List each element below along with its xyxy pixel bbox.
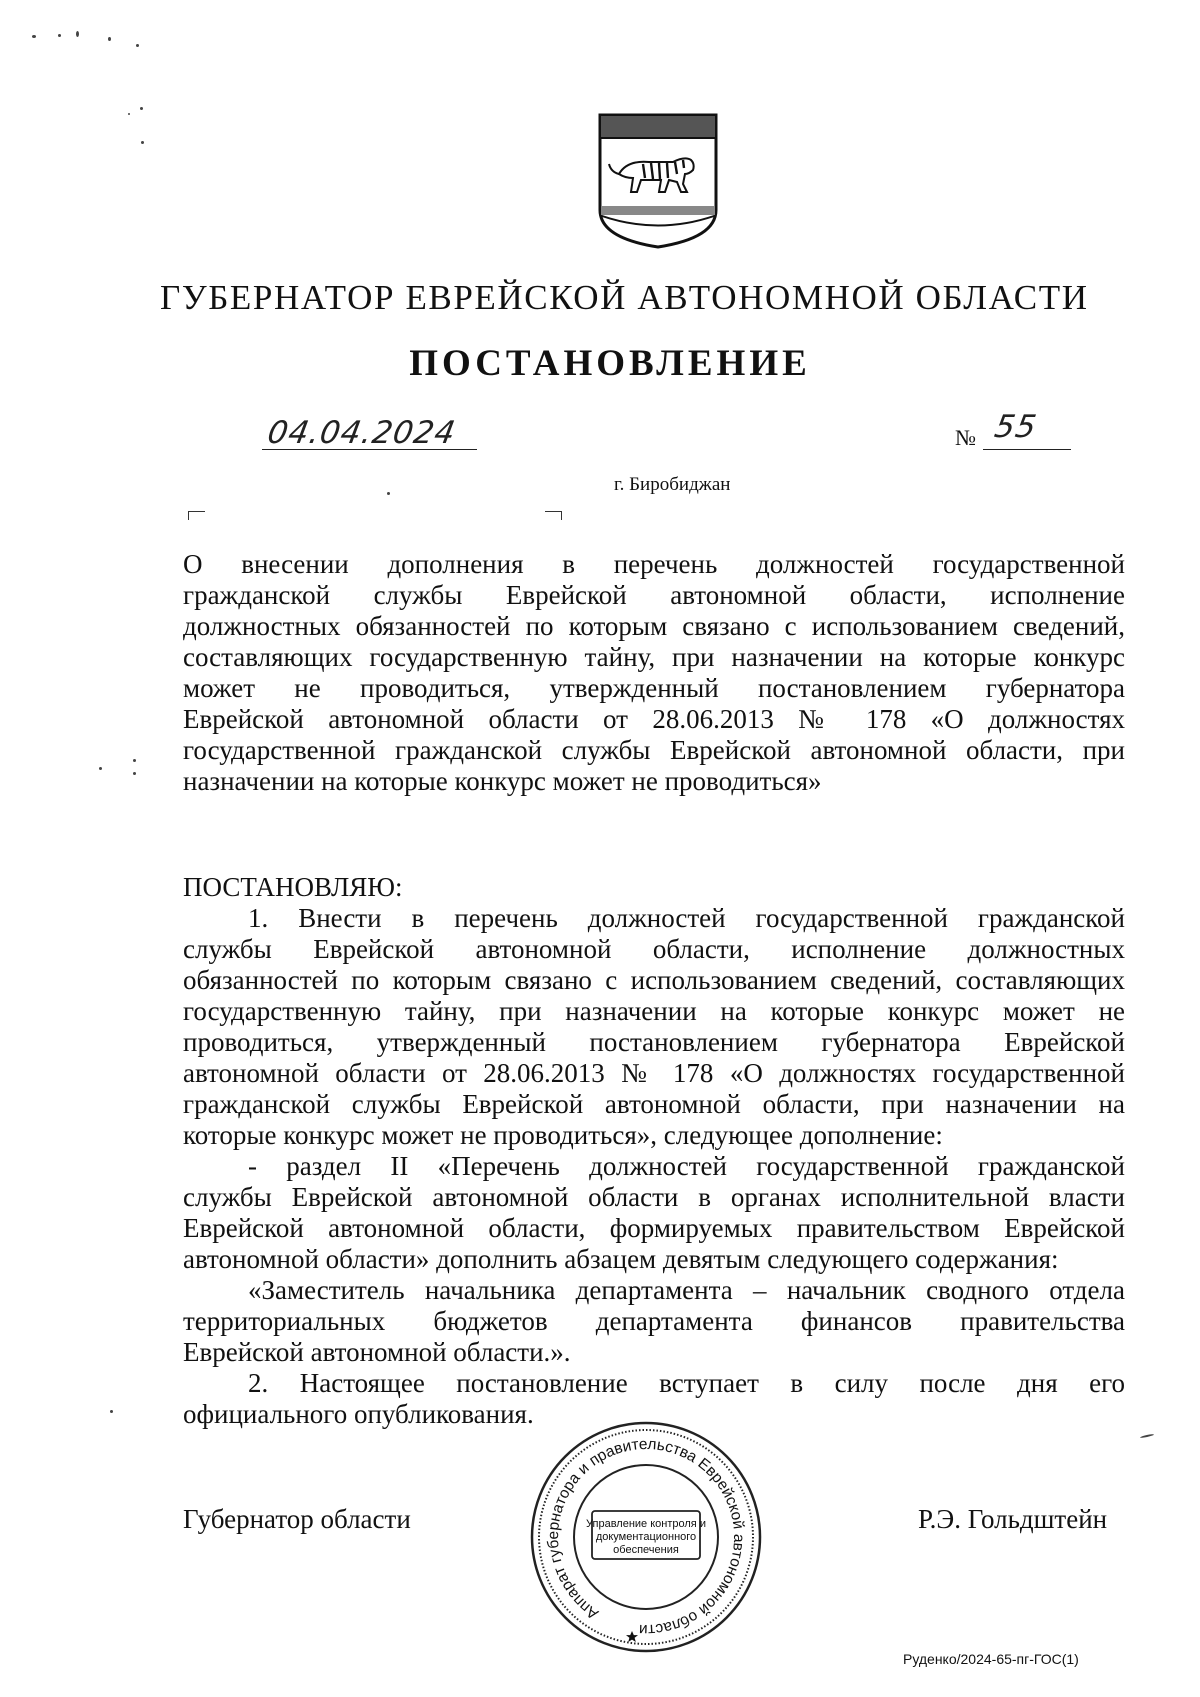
scan-speck (110, 1410, 113, 1413)
body-line: - раздел II «Перечень должностей государственной гражданской (248, 1151, 1125, 1181)
seal-ring-text: Аппарат губернатора и правительства Еврейской автономной области (544, 1435, 748, 1639)
title-line: О внесении дополнения в перечень должностей государственной (183, 549, 1125, 579)
title-line: может не проводиться, утвержденный постановлением губернатора (183, 673, 1125, 703)
handwritten-date: 04.04.2024 (264, 415, 459, 451)
official-seal-stamp (528, 1419, 764, 1655)
body-line: автономной области от 28.06.2013 № 178 «О должностях государственной (183, 1058, 1125, 1088)
scan-speck (76, 31, 79, 37)
document-type: ПОСТАНОВЛЕНИЕ (409, 343, 811, 384)
scan-speck (141, 141, 144, 144)
seal-center-line: документационного (595, 1531, 697, 1543)
body-line: 1. Внести в перечень должностей государственной гражданской (248, 903, 1125, 933)
signer-title: Губернатор области (183, 1504, 411, 1534)
body-line: которые конкурс может не проводиться», следующее дополнение: (183, 1120, 943, 1150)
body-line: гражданской службы Еврейской автономной области, при назначении на (183, 1089, 1125, 1119)
body-line: официального опубликования. (183, 1399, 534, 1429)
title-line: составляющих государственную тайну, при назначении на которые конкурс (183, 642, 1125, 672)
scan-speck (140, 107, 143, 110)
seal-star-icon (626, 1631, 638, 1642)
title-line: государственной гражданской службы Еврейской автономной области, при (183, 735, 1125, 765)
body-line: территориальных бюджетов департамента финансов правительства (183, 1306, 1125, 1336)
scan-speck (108, 37, 111, 41)
body-line: службы Еврейской автономной области, исполнение должностных (183, 934, 1125, 964)
signer-name: Р.Э. Гольдштейн (918, 1504, 1108, 1534)
scan-speck (133, 772, 136, 775)
body-line: государственную тайну, при назначении на которые конкурс может не (183, 996, 1125, 1026)
scan-speck (136, 44, 139, 47)
handwritten-number: 55 (991, 409, 1040, 445)
body-line: Еврейской автономной области, формируемых правительством Еврейской (183, 1213, 1125, 1243)
scan-speck (58, 34, 61, 37)
seal-center-line: Управление контроля и (586, 1518, 706, 1530)
title-line: Еврейской автономной области от 28.06.2013 № 178 «О должностях (183, 704, 1125, 734)
seal-center-line: обеспечения (613, 1544, 679, 1556)
scan-speck (387, 492, 390, 495)
scan-speck (133, 759, 136, 762)
body-line: 2. Настоящее постановление вступает в силу после дня его (248, 1368, 1125, 1398)
title-corner-right (545, 511, 562, 520)
body-line: службы Еврейской автономной области в органах исполнительной власти (183, 1182, 1125, 1212)
body-line: обязанностей по которым связано с использованием сведений, составляющих (183, 965, 1125, 995)
decree-heading: ПОСТАНОВЛЯЮ: (183, 872, 403, 902)
title-line: назначении на которые конкурс может не проводиться» (183, 766, 822, 796)
number-underline (983, 449, 1071, 450)
body-line: проводиться, утвержденный постановлением губернатора Еврейской (183, 1027, 1125, 1057)
body-line: автономной области» дополнить абзацем девятым следующего содержания: (183, 1244, 1059, 1274)
scan-speck (128, 113, 130, 115)
scan-speck (1140, 1434, 1154, 1439)
scan-speck (99, 767, 102, 770)
title-line: гражданской службы Еврейской автономной области, исполнение (183, 580, 1125, 610)
body-line: «Заместитель начальника департамента – начальник сводного отдела (248, 1275, 1125, 1305)
body-line: Еврейской автономной области.». (183, 1337, 571, 1367)
number-label: № (955, 425, 976, 450)
scan-speck (32, 35, 36, 38)
city-name: г. Биробиджан (614, 474, 731, 495)
issuing-authority: ГУБЕРНАТОР ЕВРЕЙСКОЙ АВТОНОМНОЙ ОБЛАСТИ (160, 278, 1089, 317)
footer-reference: Руденко/2024-65-пг-ГОС(1) (903, 1651, 1079, 1667)
coat-of-arms-emblem (597, 112, 719, 250)
title-line: должностных обязанностей по которым связано с использованием сведений, (183, 611, 1125, 641)
title-corner-left (188, 511, 205, 520)
